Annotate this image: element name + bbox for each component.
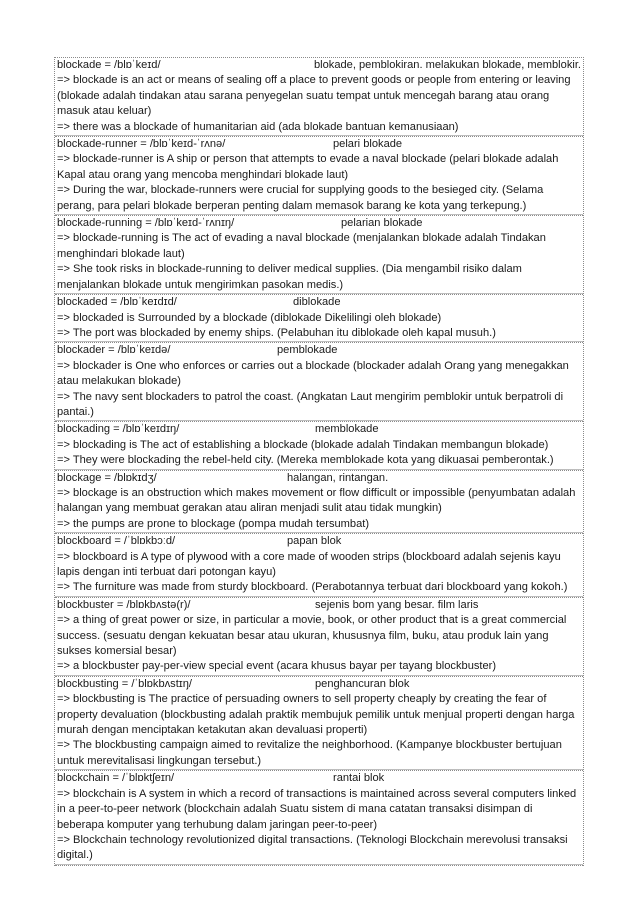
headword: blockbuster = /blɒkbʌstə(r)/ [57,598,191,611]
translation: sejenis bom yang besar. film laris [315,598,479,611]
headword: blockbusting = /ˈblɒkbʌstɪŋ/ [57,677,192,690]
example: => She took risks in blockade-running to deliver medical supplies. (Dia mengambil risiko dalam menjalankan blokade untuk mengirimkan pasokan medis.) [55,262,583,294]
dictionary-entry [55,343,583,422]
entry-header [55,471,583,486]
example: => Blockchain technology revolutionized digital transactions. (Teknologi Blockchain merevolusi transaksi digital.) [55,833,583,865]
definition: => blockading is The act of establishing a blockade (blokade adalah Tindakan membangun blokade) [57,438,549,451]
entry-header [55,598,583,613]
entry-header [55,137,583,152]
headword: blockage = /blɒkɪdʒ/ [57,471,157,484]
dictionary-entry [55,137,583,216]
headword: blockading = /blɒˈkeɪdɪŋ/ [57,423,180,436]
example: => They were blockading the rebel-held city. (Mereka memblokade kota yang dikuasai pemberontak.) [55,453,583,469]
entry-header [55,58,583,73]
headword: blockade-running = /blɒˈkeɪd-ˈrʌnɪŋ/ [57,217,235,230]
definition: => blockage is an obstruction which makes movement or flow difficult or impossible (penyumbatan adalah halangan yang membuat gerakan atau aliran menjadi sulit atau tidak mungkin) [57,486,576,515]
example: => The port was blockaded by enemy ships. (Pelabuhan itu diblokade oleh kapal musuh.) [55,326,583,342]
translation: pelari blokade [333,138,403,151]
translation: rantai blok [333,772,385,785]
entry-header [55,216,583,231]
example: => The furniture was made from sturdy blockboard. (Perabotannya terbuat dari blockboard yang kokoh.) [55,580,583,596]
example: => there was a blockade of humanitarian aid (ada blokade bantuan kemanusiaan) [55,120,583,136]
definition: => blockchain is A system in which a record of transactions is maintained across several computers linked in a peer-to-peer network (blockchain adalah Suatu sistem di mana catatan transaksi disimpan di beberapa komputer yang terhubung dalam jaringan peer-to-peer) [57,787,577,831]
dictionary-entry [55,534,583,598]
definition: => blockboard is A type of plywood with a core made of wooden strips (blockboard adalah sejenis kayu lapis dengan inti terbuat dari potongan kayu) [57,550,561,578]
translation: blokade, pemblokiran. melakukan blokade, memblokir. [313,59,581,71]
definition: => blockade-runner is A ship or person that attempts to evade a naval blockade (pelari blokade adalah Kapal atau orang yang mencoba menghindari blokade laut) [57,153,559,181]
translation: halangan, rintangan. [287,471,389,484]
dictionary-entry [55,677,583,771]
entry-header [55,295,583,310]
example: => a blockbuster pay-per-view special event (acara khusus bayar per tayang blockbuster) [55,659,583,675]
example: => the pumps are prone to blockage (pompa mudah tersumbat) [55,517,583,533]
headword: blockchain = /ˈblɒktʃeɪn/ [57,772,175,785]
entry-header [55,534,583,549]
dictionary-entry [55,216,583,295]
example: => The navy sent blockaders to patrol the coast. (Angkatan Laut mengirim pemblokir untuk berpatroli di pantai.) [55,390,583,422]
dictionary-entry [55,771,583,865]
translation: pemblokade [277,344,338,357]
headword: blockaded = /blɒˈkeɪdɪd/ [57,296,177,309]
dictionary-entry [55,422,583,470]
entry-header [55,771,583,786]
headword: blockade = /blɒˈkeɪd/ [57,59,161,71]
example: => The blockbusting campaign aimed to revitalize the neighborhood. (Kampanye blockbuster bertujuan untuk merevitalisasi lingkungan tersebut.) [55,738,583,770]
dictionary-entry [55,471,583,535]
translation: pelarian blokade [341,217,423,230]
definition: => blockaded is Surrounded by a blockade (diblokade Dikelilingi oleh blokade) [57,311,442,324]
dictionary-entry [55,295,583,343]
translation: memblokade [315,423,379,436]
dictionary-entry [55,58,583,137]
headword: blockboard = /ˈblɒkbɔːd/ [57,535,176,548]
entry-header [55,677,583,692]
definition: => blockade-running is The act of evading a naval blockade (menjalankan blokade adalah Tindakan menghindari blokade laut) [57,232,546,260]
dictionary-document [54,57,584,866]
entry-header [55,343,583,358]
headword: blockader = /blɒˈkeɪdə/ [57,344,171,357]
definition: => a thing of great power or size, in particular a movie, book, or other product that is a great commercial success. (sesuatu dengan kekuatan besar atau ukuran, khususnya film, buku, atau produk lain yang sukses komersial besar) [57,614,567,658]
translation: diblokade [293,296,341,309]
entry-header [55,422,583,437]
definition: => blockade is an act or means of sealing off a place to prevent goods or people from entering or leaving (blokade adalah tindakan atau sarana penyegelan suatu tempat untuk mencegah barang atau orang masuk atau keluar) [57,74,571,118]
definition: => blockbusting is The practice of persuading owners to sell property cheaply by creating the fear of property devaluation (blockbusting adalah praktik membujuk pemilik untuk menjual properti dengan harga murah dengan menciptakan ketakutan akan devaluasi properti) [57,693,575,737]
dictionary-entry [55,598,583,677]
translation: papan blok [287,535,342,548]
example: => During the war, blockade-runners were crucial for supplying goods to the besieged city. (Selama perang, para pelari blokade berperan penting dalam memasok barang ke kota yang terkepung.) [55,183,583,215]
definition: => blockader is One who enforces or carries out a blockade (blockader adalah Orang yang menegakkan atau melakukan blokade) [57,359,569,388]
translation: penghancuran blok [315,677,410,690]
headword: blockade-runner = /blɒˈkeɪd-ˈrʌnə/ [57,138,226,151]
